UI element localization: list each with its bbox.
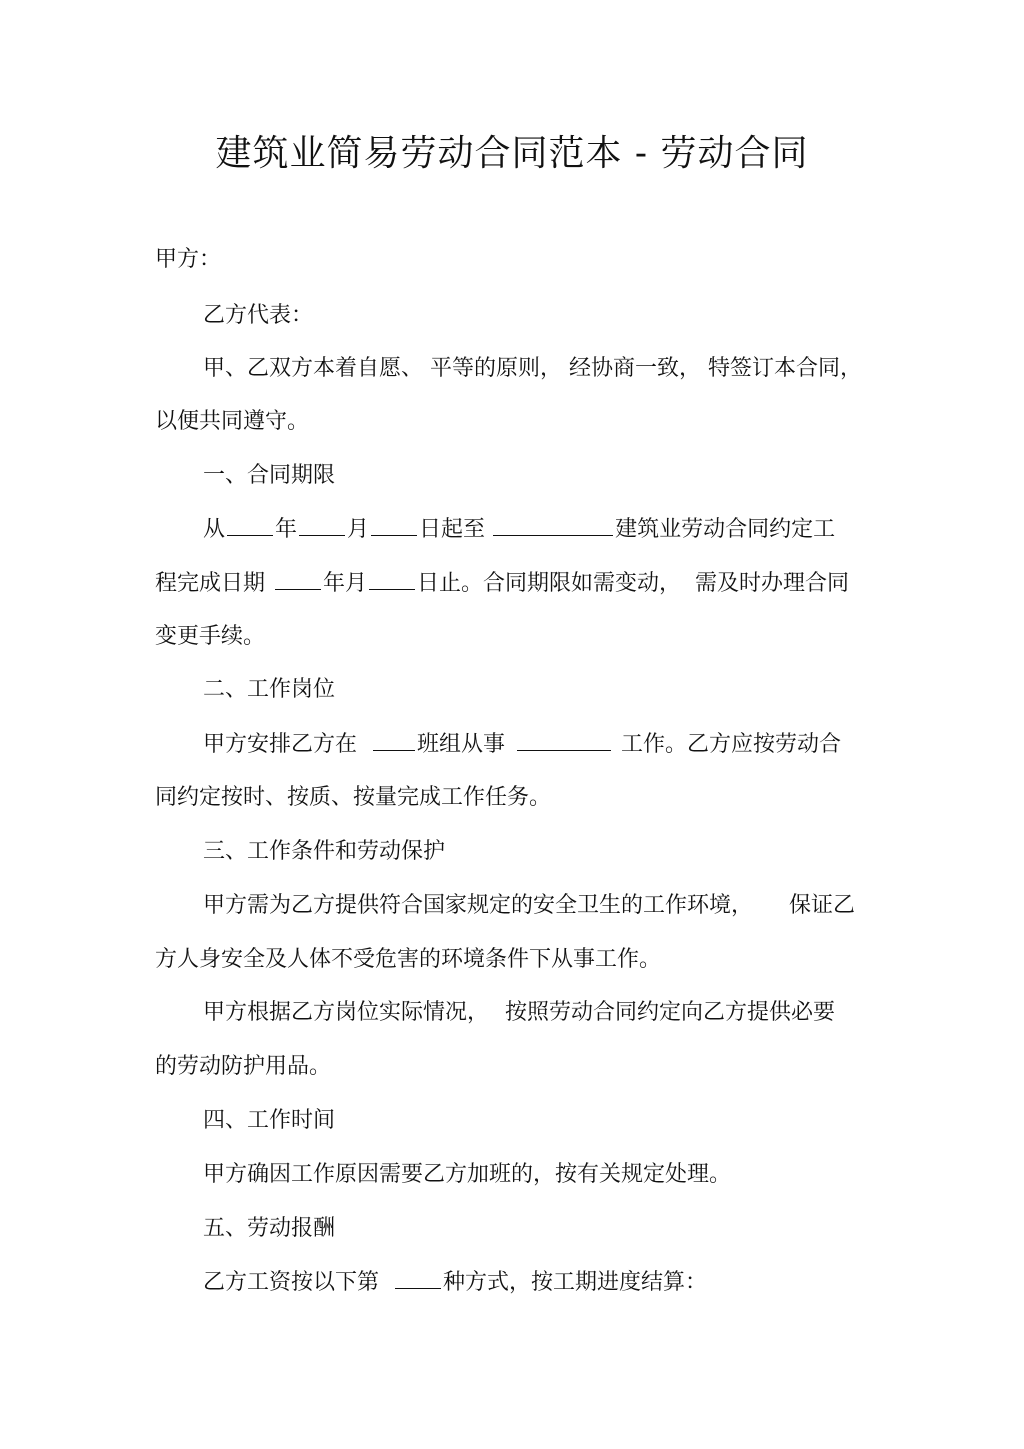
job-blank[interactable] (517, 728, 611, 751)
text-provide-necessary: 按照劳动合同约定向乙方提供必要 (505, 1000, 836, 1025)
text-settlement: 种方式，按工期进度结算： (443, 1270, 708, 1295)
start-month-blank[interactable] (299, 513, 345, 536)
intro-line-1: 甲、乙双方本着自愿、 平等的原则， 经协商一致， 特签订本合同， (203, 356, 862, 381)
text-need-change: 需及时办理合同 (695, 571, 850, 596)
section-1-line-3: 变更手续。 (155, 624, 266, 649)
intro-line-2: 以便共同遵守。 (155, 409, 310, 434)
text-guarantee: 保证乙 (789, 893, 856, 918)
party-b-label: 乙方代表： (203, 303, 314, 328)
party-a-label: 甲方： (155, 247, 222, 272)
project-name-blank[interactable] (493, 513, 613, 536)
section-2-line-1 (203, 728, 841, 761)
section-1-heading: 一、合同期限 (203, 463, 336, 488)
text-day-start: 日起至 (419, 517, 486, 542)
section-5-para-1 (203, 1266, 707, 1299)
text-actual-situation: 甲方根据乙方岗位实际情况， (203, 1000, 490, 1025)
text-from: 从 (203, 517, 226, 542)
text-salary-method: 乙方工资按以下第 (203, 1270, 380, 1295)
payment-method-blank[interactable] (395, 1266, 441, 1289)
section-4-heading: 四、工作时间 (203, 1108, 336, 1133)
text-month: 月 (347, 517, 370, 542)
section-5-heading: 五、劳动报酬 (203, 1216, 336, 1241)
text-year: 年 (275, 517, 298, 542)
section-3-heading: 三、工作条件和劳动保护 (203, 839, 446, 864)
section-3-para-1-line-2: 方人身安全及人体不受危害的环境条件下从事工作。 (155, 947, 662, 972)
end-year-blank[interactable] (275, 567, 321, 590)
section-3-para-2-line-1 (203, 997, 835, 1029)
start-year-blank[interactable] (227, 513, 273, 536)
text-environment: 甲方需为乙方提供符合国家规定的安全卫生的工作环境， (203, 893, 754, 918)
start-day-blank[interactable] (371, 513, 417, 536)
end-day-blank[interactable] (369, 567, 415, 590)
section-2-heading: 二、工作岗位 (203, 677, 336, 702)
section-3-para-1-line-1 (203, 890, 855, 922)
document-title: 建筑业简易劳动合同范本 - 劳动合同 (215, 133, 809, 174)
text-year-month: 年月 (323, 571, 368, 596)
text-project-clause: 建筑业劳动合同约定工 (615, 517, 836, 542)
section-1-line-1 (203, 513, 835, 546)
text-team: 班组从事 (417, 732, 506, 757)
section-1-line-2 (155, 567, 849, 600)
text-work: 工作。乙方应按劳动合 (621, 732, 842, 757)
section-3-para-2-line-2: 的劳动防护用品。 (155, 1054, 332, 1079)
team-blank[interactable] (373, 728, 415, 751)
text-arrange: 甲方安排乙方在 (203, 732, 358, 757)
section-2-line-2: 同约定按时、按质、按量完成工作任务。 (155, 785, 552, 810)
section-4-para-1: 甲方确因工作原因需要乙方加班的，按有关规定处理。 (203, 1162, 732, 1187)
text-completion: 程完成日期 (155, 571, 266, 596)
text-day-end: 日止。合同期限如需变动， (417, 571, 682, 596)
